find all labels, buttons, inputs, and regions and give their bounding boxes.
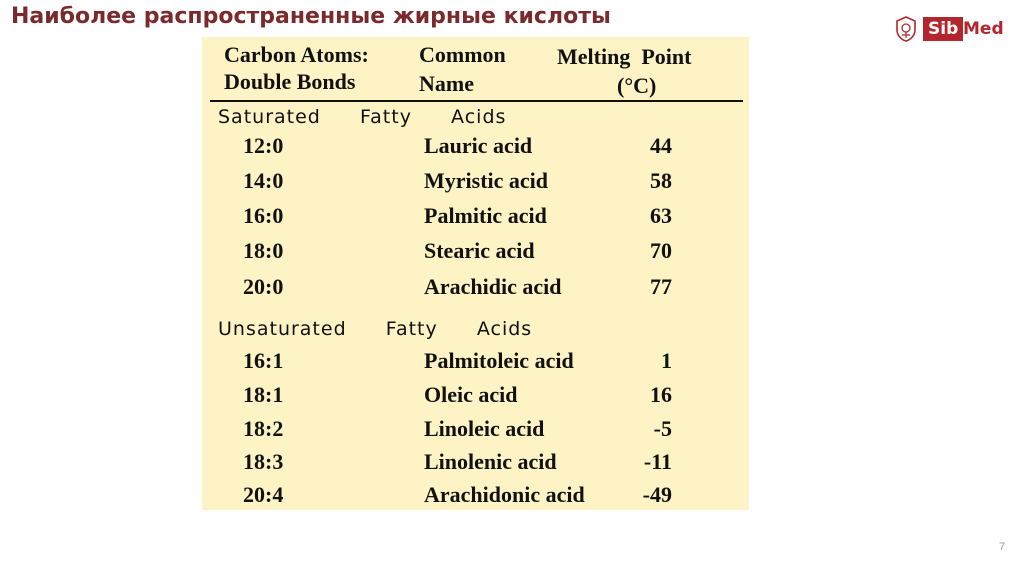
header-carbon-line2: Double Bonds: [224, 69, 356, 94]
name-cell: Myristic acid: [424, 168, 549, 193]
name-cell: Arachidonic acid: [424, 482, 585, 507]
mp-cell: -11: [643, 449, 672, 474]
mp-cell: 63: [650, 203, 672, 228]
mp-cell: 77: [650, 274, 672, 299]
mp-cell: -49: [642, 482, 672, 507]
atoms-cell: 18:2: [243, 416, 284, 441]
name-cell: Palmitic acid: [424, 203, 547, 228]
logo-med-text: Med: [963, 19, 1004, 39]
sibmed-logo: [895, 16, 1007, 42]
name-cell: Linoleic acid: [424, 416, 545, 441]
header-mp-line1: Melting Point: [557, 44, 692, 69]
header-name-line1: Common: [419, 42, 506, 67]
atoms-cell: 18:1: [243, 382, 284, 407]
mp-cell: 1: [661, 348, 672, 373]
atoms-cell: 18:0: [243, 238, 284, 263]
atoms-cell: 20:4: [243, 482, 284, 507]
mp-cell: 58: [650, 168, 672, 193]
header-carbon-line1: Carbon Atoms:: [224, 42, 369, 67]
page-number: 7: [999, 541, 1006, 553]
name-cell: Stearic acid: [424, 238, 535, 263]
slide-title: Наиболее распространенные жирные кислоты: [11, 4, 611, 29]
mp-cell: -5: [653, 416, 672, 441]
header-divider: [210, 100, 743, 102]
name-cell: Oleic acid: [424, 382, 518, 407]
mp-cell: 16: [650, 382, 672, 407]
atoms-cell: 20:0: [243, 274, 284, 299]
name-cell: Linolenic acid: [424, 449, 557, 474]
unsaturated-section-label: Unsaturated Fatty Acids: [218, 318, 533, 340]
atoms-cell: 12:0: [243, 133, 284, 158]
saturated-section-label: Saturated Fatty Acids: [218, 106, 507, 128]
mp-cell: 70: [650, 238, 672, 263]
name-cell: Lauric acid: [424, 133, 533, 158]
atoms-cell: 14:0: [243, 168, 284, 193]
atoms-cell: 16:1: [243, 348, 284, 373]
header-name-line2: Name: [419, 71, 474, 96]
university-emblem-icon: [895, 16, 917, 42]
header-mp-line2: (°C): [617, 73, 657, 98]
name-cell: Arachidic acid: [424, 274, 562, 299]
mp-cell: 44: [650, 133, 672, 158]
atoms-cell: 16:0: [243, 203, 284, 228]
logo-sib-text: Sib: [923, 17, 963, 41]
atoms-cell: 18:3: [243, 449, 284, 474]
name-cell: Palmitoleic acid: [424, 348, 574, 373]
